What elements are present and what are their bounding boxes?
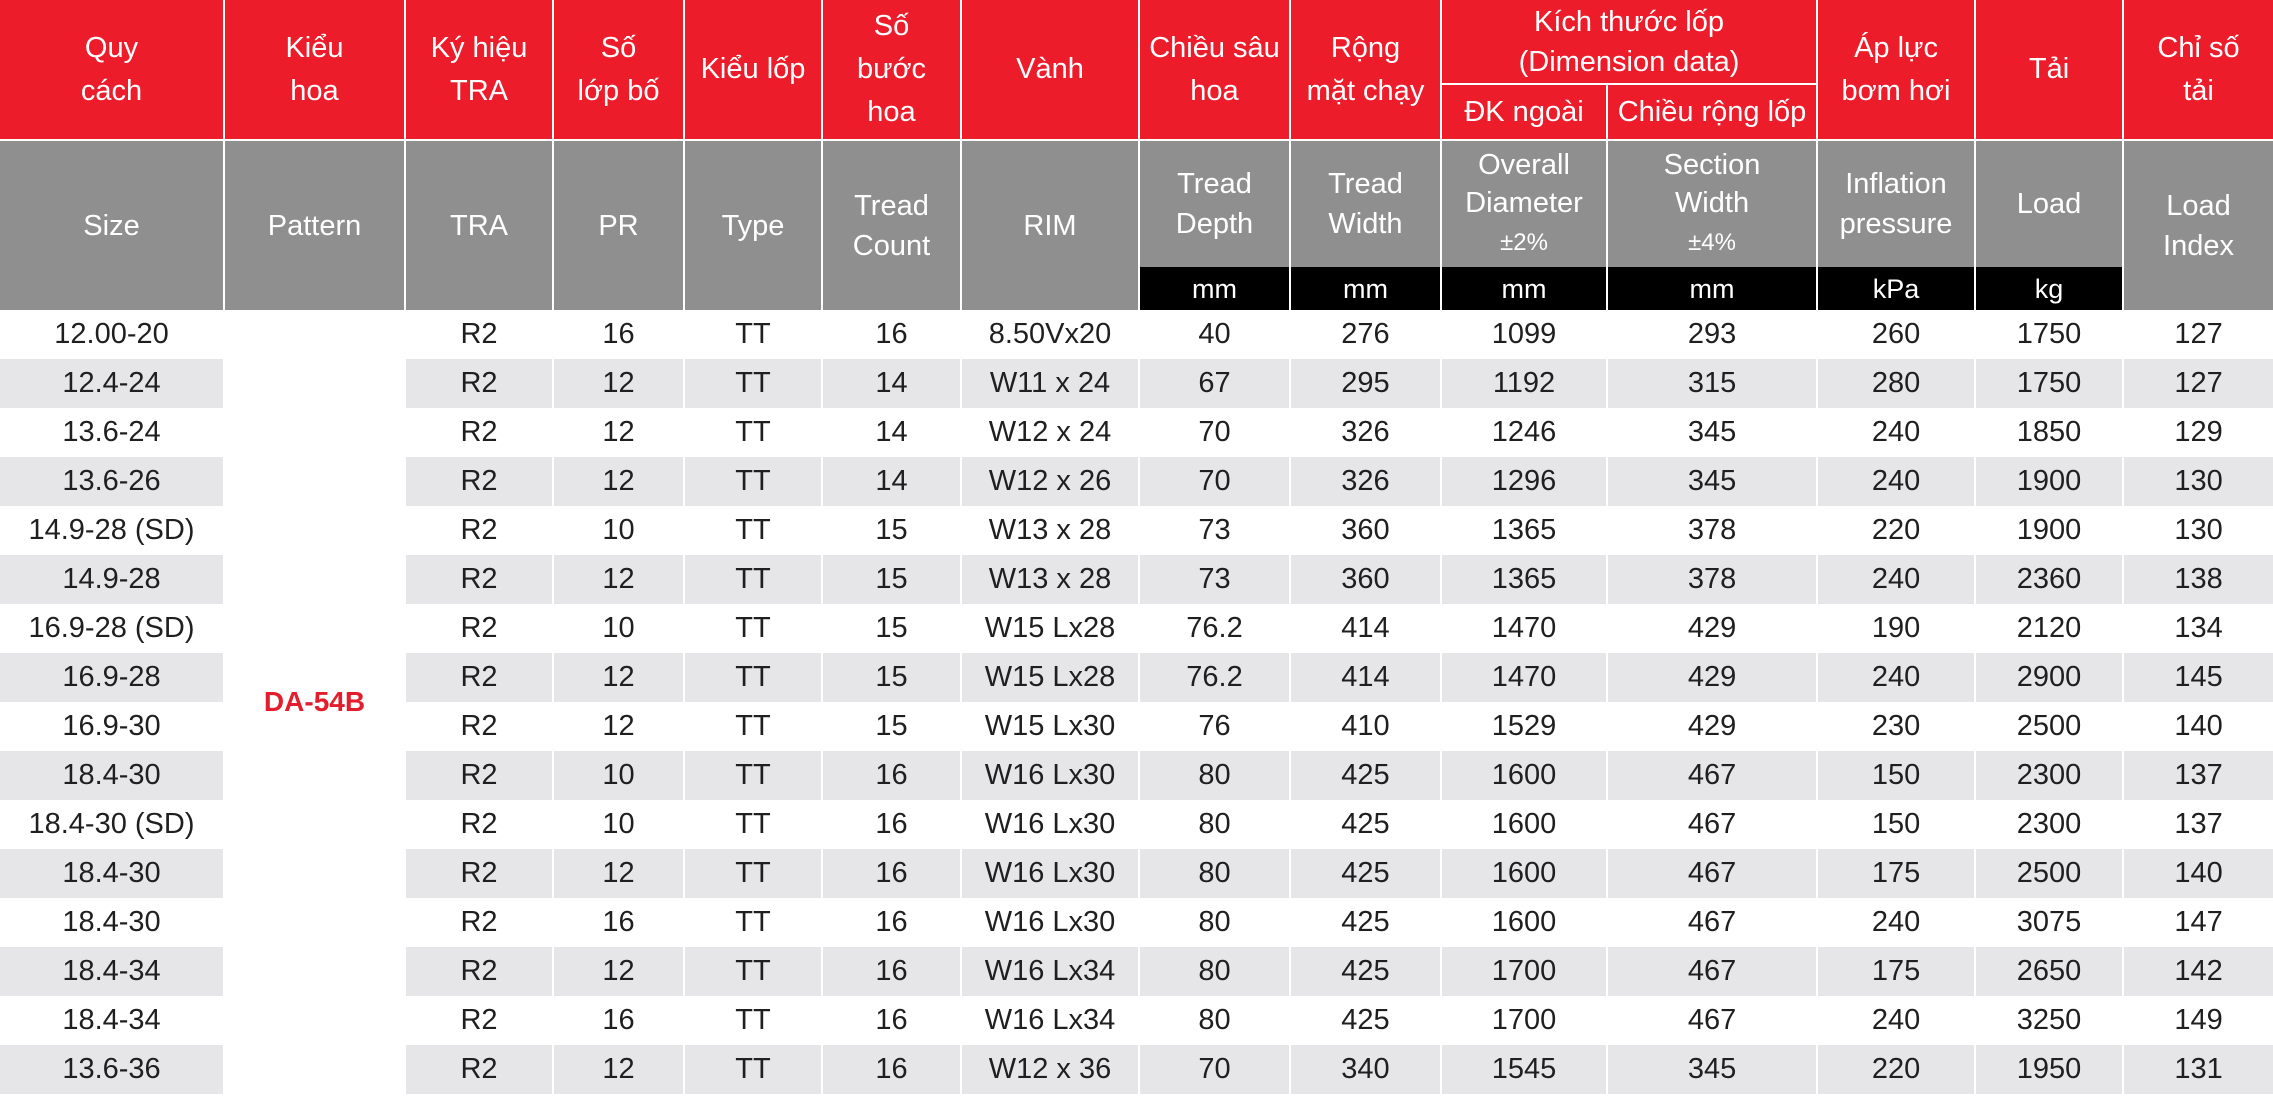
cell-section-width: 378 [1607,555,1817,604]
cell-section-width: 315 [1607,359,1817,408]
cell-tread-width: 414 [1290,604,1441,653]
cell-size: 14.9-28 (SD) [0,506,224,555]
cell-tread-count: 16 [822,849,961,898]
unit-section-width: mm [1607,267,1817,310]
col-tread-depth-vn: Chiều sâu hoa [1139,0,1290,140]
col-overall-diameter-en: Overall Diameter ±2% [1441,140,1607,267]
cell-tread-count: 15 [822,702,961,751]
pattern-name: DA-54B [224,310,405,1094]
cell-load: 3250 [1975,996,2123,1045]
cell-tread-width: 425 [1290,751,1441,800]
cell-load: 1750 [1975,359,2123,408]
cell-overall-diameter: 1470 [1441,653,1607,702]
col-type-en: Type [684,140,822,310]
cell-tra: R2 [405,408,553,457]
cell-overall-diameter: 1365 [1441,555,1607,604]
col-tread-width-vn: Rộng mặt chạy [1290,0,1441,140]
cell-overall-diameter: 1600 [1441,898,1607,947]
header-vn [0,0,2273,140]
cell-overall-diameter: 1529 [1441,702,1607,751]
cell-tread-width: 414 [1290,653,1441,702]
cell-tread-depth: 80 [1139,751,1290,800]
cell-load: 3075 [1975,898,2123,947]
col-size-en: Size [0,140,224,310]
cell-tread-count: 15 [822,555,961,604]
cell-tread-count: 14 [822,408,961,457]
cell-size: 16.9-28 [0,653,224,702]
cell-pr: 12 [553,408,684,457]
cell-inflation: 190 [1817,604,1975,653]
cell-size: 18.4-30 [0,751,224,800]
cell-inflation: 220 [1817,1045,1975,1094]
cell-overall-diameter: 1192 [1441,359,1607,408]
cell-section-width: 345 [1607,457,1817,506]
cell-tread-width: 410 [1290,702,1441,751]
cell-tra: R2 [405,653,553,702]
cell-section-width: 467 [1607,751,1817,800]
cell-section-width: 467 [1607,800,1817,849]
cell-rim: W16 Lx34 [961,996,1139,1045]
cell-type: TT [684,408,822,457]
col-section-width-en: Section Width ±4% [1607,140,1817,267]
cell-load: 2650 [1975,947,2123,996]
cell-rim: W12 x 26 [961,457,1139,506]
cell-load-index: 127 [2123,310,2273,359]
cell-tread-depth: 76 [1139,702,1290,751]
cell-tread-width: 326 [1290,408,1441,457]
cell-load: 2300 [1975,800,2123,849]
cell-tread-width: 360 [1290,506,1441,555]
col-load-vn: Tải [1975,0,2123,140]
cell-tread-count: 16 [822,1045,961,1094]
cell-tread-width: 425 [1290,947,1441,996]
cell-size: 12.4-24 [0,359,224,408]
cell-tread-width: 425 [1290,849,1441,898]
cell-rim: 8.50Vx20 [961,310,1139,359]
cell-size: 16.9-30 [0,702,224,751]
cell-tread-count: 16 [822,996,961,1045]
col-rim-vn: Vành [961,0,1139,140]
cell-overall-diameter: 1600 [1441,751,1607,800]
cell-type: TT [684,898,822,947]
cell-load-index: 140 [2123,702,2273,751]
cell-tra: R2 [405,555,553,604]
cell-tread-width: 340 [1290,1045,1441,1094]
cell-pr: 10 [553,604,684,653]
col-rim-en: RIM [961,140,1139,310]
col-tread-count-vn: Số bước hoa [822,0,961,140]
col-dimension-vn: Kích thước lốp (Dimension data) [1441,0,1817,84]
cell-tread-width: 425 [1290,898,1441,947]
cell-tread-count: 15 [822,604,961,653]
cell-type: TT [684,800,822,849]
cell-rim: W11 x 24 [961,359,1139,408]
cell-tra: R2 [405,457,553,506]
header-en [0,140,2273,310]
cell-tread-count: 16 [822,751,961,800]
cell-section-width: 467 [1607,849,1817,898]
cell-tra: R2 [405,702,553,751]
cell-tra: R2 [405,996,553,1045]
cell-rim: W13 x 28 [961,555,1139,604]
cell-rim: W12 x 24 [961,408,1139,457]
cell-load-index: 140 [2123,849,2273,898]
cell-inflation: 150 [1817,800,1975,849]
cell-tread-count: 16 [822,898,961,947]
cell-pr: 16 [553,898,684,947]
cell-tread-depth: 70 [1139,408,1290,457]
col-pattern-en: Pattern [224,140,405,310]
cell-pr: 12 [553,359,684,408]
cell-load-index: 149 [2123,996,2273,1045]
col-tread-count-en: Tread Count [822,140,961,310]
cell-tread-width: 326 [1290,457,1441,506]
cell-inflation: 240 [1817,898,1975,947]
cell-tread-depth: 70 [1139,1045,1290,1094]
cell-load: 2500 [1975,849,2123,898]
cell-tread-count: 15 [822,506,961,555]
cell-pr: 16 [553,996,684,1045]
cell-tread-depth: 67 [1139,359,1290,408]
cell-overall-diameter: 1700 [1441,996,1607,1045]
cell-section-width: 467 [1607,898,1817,947]
cell-tread-depth: 73 [1139,555,1290,604]
cell-load: 1850 [1975,408,2123,457]
cell-load: 2500 [1975,702,2123,751]
cell-type: TT [684,947,822,996]
col-tra-vn: Ký hiệu TRA [405,0,553,140]
cell-overall-diameter: 1600 [1441,849,1607,898]
cell-tread-depth: 80 [1139,947,1290,996]
cell-rim: W16 Lx30 [961,800,1139,849]
unit-tread-depth: mm [1139,267,1290,310]
cell-overall-diameter: 1246 [1441,408,1607,457]
cell-inflation: 240 [1817,555,1975,604]
cell-rim: W15 Lx30 [961,702,1139,751]
cell-load-index: 145 [2123,653,2273,702]
cell-type: TT [684,849,822,898]
cell-load-index: 137 [2123,800,2273,849]
cell-load: 2300 [1975,751,2123,800]
cell-pr: 16 [553,310,684,359]
cell-inflation: 240 [1817,996,1975,1045]
cell-size: 16.9-28 (SD) [0,604,224,653]
cell-tread-count: 15 [822,653,961,702]
cell-overall-diameter: 1296 [1441,457,1607,506]
cell-rim: W16 Lx30 [961,751,1139,800]
cell-section-width: 378 [1607,506,1817,555]
cell-inflation: 280 [1817,359,1975,408]
cell-size: 18.4-30 (SD) [0,800,224,849]
cell-pr: 12 [553,555,684,604]
cell-pr: 12 [553,1045,684,1094]
cell-tra: R2 [405,359,553,408]
cell-type: TT [684,457,822,506]
cell-section-width: 345 [1607,1045,1817,1094]
cell-load-index: 138 [2123,555,2273,604]
cell-overall-diameter: 1700 [1441,947,1607,996]
cell-load: 2360 [1975,555,2123,604]
cell-size: 18.4-34 [0,947,224,996]
cell-load-index: 134 [2123,604,2273,653]
cell-section-width: 293 [1607,310,1817,359]
cell-tra: R2 [405,604,553,653]
unit-inflation: kPa [1817,267,1975,310]
cell-load-index: 130 [2123,457,2273,506]
cell-size: 12.00-20 [0,310,224,359]
cell-inflation: 230 [1817,702,1975,751]
cell-pr: 10 [553,800,684,849]
cell-tread-width: 295 [1290,359,1441,408]
col-section-width-vn: Chiều rộng lốp [1607,84,1817,140]
cell-load-index: 147 [2123,898,2273,947]
cell-tread-count: 16 [822,947,961,996]
cell-tra: R2 [405,1045,553,1094]
cell-rim: W16 Lx30 [961,849,1139,898]
cell-overall-diameter: 1470 [1441,604,1607,653]
cell-pr: 10 [553,506,684,555]
cell-type: TT [684,1045,822,1094]
cell-type: TT [684,653,822,702]
cell-load-index: 131 [2123,1045,2273,1094]
col-pr-en: PR [553,140,684,310]
table-row [0,310,2273,359]
cell-type: TT [684,506,822,555]
col-overall-diameter-vn: ĐK ngoài [1441,84,1607,140]
col-tra-en: TRA [405,140,553,310]
cell-section-width: 467 [1607,996,1817,1045]
cell-load-index: 127 [2123,359,2273,408]
cell-load: 1750 [1975,310,2123,359]
cell-size: 13.6-36 [0,1045,224,1094]
cell-tread-depth: 73 [1139,506,1290,555]
cell-rim: W15 Lx28 [961,604,1139,653]
cell-tra: R2 [405,310,553,359]
cell-rim: W16 Lx34 [961,947,1139,996]
col-pattern-vn: Kiểu hoa [224,0,405,140]
cell-section-width: 345 [1607,408,1817,457]
cell-size: 13.6-24 [0,408,224,457]
cell-rim: W15 Lx28 [961,653,1139,702]
cell-overall-diameter: 1600 [1441,800,1607,849]
cell-pr: 12 [553,702,684,751]
col-load-en: Load [1975,140,2123,267]
cell-type: TT [684,751,822,800]
unit-overall-diameter: mm [1441,267,1607,310]
cell-inflation: 175 [1817,947,1975,996]
cell-tra: R2 [405,506,553,555]
cell-size: 18.4-30 [0,898,224,947]
cell-tra: R2 [405,800,553,849]
cell-overall-diameter: 1545 [1441,1045,1607,1094]
cell-tread-count: 14 [822,457,961,506]
table-body [0,310,2273,1094]
cell-load: 1950 [1975,1045,2123,1094]
cell-overall-diameter: 1365 [1441,506,1607,555]
cell-size: 18.4-34 [0,996,224,1045]
cell-type: TT [684,310,822,359]
cell-load: 2900 [1975,653,2123,702]
cell-pr: 12 [553,947,684,996]
cell-tread-depth: 70 [1139,457,1290,506]
cell-inflation: 240 [1817,408,1975,457]
cell-size: 18.4-30 [0,849,224,898]
cell-tread-width: 425 [1290,800,1441,849]
cell-section-width: 429 [1607,702,1817,751]
cell-tread-depth: 80 [1139,849,1290,898]
cell-load-index: 129 [2123,408,2273,457]
col-tread-depth-en: Tread Depth [1139,140,1290,267]
cell-tra: R2 [405,947,553,996]
cell-tread-depth: 80 [1139,800,1290,849]
cell-rim: W13 x 28 [961,506,1139,555]
cell-type: TT [684,604,822,653]
cell-rim: W12 x 36 [961,1045,1139,1094]
cell-tread-count: 16 [822,310,961,359]
col-size-vn: Quy cách [0,0,224,140]
cell-pr: 10 [553,751,684,800]
cell-overall-diameter: 1099 [1441,310,1607,359]
cell-inflation: 260 [1817,310,1975,359]
cell-tra: R2 [405,898,553,947]
col-tread-width-en: Tread Width [1290,140,1441,267]
cell-type: TT [684,702,822,751]
cell-load-index: 137 [2123,751,2273,800]
col-inflation-en: Inflation pressure [1817,140,1975,267]
cell-tread-depth: 80 [1139,996,1290,1045]
cell-load-index: 142 [2123,947,2273,996]
cell-section-width: 429 [1607,604,1817,653]
cell-rim: W16 Lx30 [961,898,1139,947]
cell-tra: R2 [405,751,553,800]
cell-tread-width: 425 [1290,996,1441,1045]
cell-section-width: 467 [1607,947,1817,996]
cell-inflation: 220 [1817,506,1975,555]
cell-pr: 12 [553,849,684,898]
cell-tra: R2 [405,849,553,898]
cell-load: 1900 [1975,457,2123,506]
cell-type: TT [684,359,822,408]
cell-load-index: 130 [2123,506,2273,555]
cell-tread-count: 16 [822,800,961,849]
cell-tread-depth: 76.2 [1139,604,1290,653]
cell-tread-depth: 40 [1139,310,1290,359]
cell-inflation: 240 [1817,653,1975,702]
cell-inflation: 240 [1817,457,1975,506]
cell-type: TT [684,996,822,1045]
cell-load: 1900 [1975,506,2123,555]
cell-tread-depth: 80 [1139,898,1290,947]
cell-size: 13.6-26 [0,457,224,506]
col-load-index-en: Load Index [2123,140,2273,310]
cell-type: TT [684,555,822,604]
cell-size: 14.9-28 [0,555,224,604]
cell-tread-width: 360 [1290,555,1441,604]
col-pr-vn: Số lớp bố [553,0,684,140]
cell-pr: 12 [553,457,684,506]
cell-tread-count: 14 [822,359,961,408]
cell-section-width: 429 [1607,653,1817,702]
unit-tread-width: mm [1290,267,1441,310]
cell-load: 2120 [1975,604,2123,653]
col-inflation-vn: Áp lực bơm hơi [1817,0,1975,140]
cell-tread-depth: 76.2 [1139,653,1290,702]
col-type-vn: Kiểu lốp [684,0,822,140]
cell-tread-width: 276 [1290,310,1441,359]
cell-pr: 12 [553,653,684,702]
unit-load: kg [1975,267,2123,310]
cell-inflation: 150 [1817,751,1975,800]
cell-inflation: 175 [1817,849,1975,898]
col-load-index-vn: Chỉ số tải [2123,0,2273,140]
